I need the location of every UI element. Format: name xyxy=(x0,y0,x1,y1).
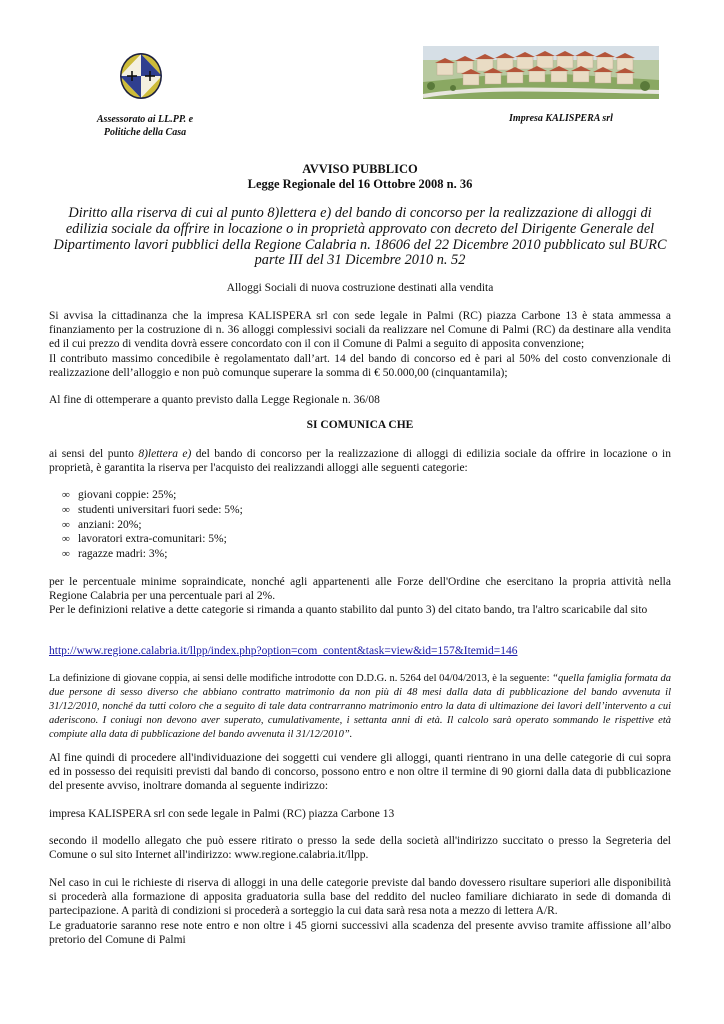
riserva-italic: 8)lettera e) xyxy=(138,448,192,460)
subject-line-2: edilizia sociale da offrire in locazione o in proprietà approvato con decreto del Dirigente Generale del xyxy=(65,220,655,237)
link-paragraph xyxy=(49,644,671,658)
subheading: Alloggi Sociali di nuova costruzione destinati alla vendita xyxy=(226,282,494,294)
category-label: ragazze madri: 3%; xyxy=(78,548,168,561)
impresa-caption: Impresa KALISPERA srl xyxy=(509,113,613,124)
forze-ordine-text: per le percentuale minime sopraindicate, nonché agli appartenenti alle Forze dell'Ordine che esercitano la propria attività nella Regione Calabria per una percentuale pari al 2%. xyxy=(49,576,671,603)
regione-calabria-emblem xyxy=(118,52,164,102)
assessorato-caption xyxy=(80,113,210,139)
si-comunica-heading: SI COMUNICA CHE xyxy=(306,419,414,431)
notice-subject xyxy=(50,206,670,269)
category-label: lavoratori extra-comunitari: 5%; xyxy=(78,533,227,546)
notice-title xyxy=(50,162,670,192)
riserva-text-b: del bando di concorso per la realizzazione di alloggi di edilizia sociale da offrire in locazione o in proprietà, è garantita la riserva per l'acquisto dei realizzandi alloggi alle seguenti categorie: xyxy=(49,448,671,475)
definizioni-text: Per le definizioni relative a dette categorie si rimanda a quanto stabilito dal punto 3) del citato bando, tra l'altro scaricabile dal sito xyxy=(49,604,648,617)
category-label: studenti universitari fuori sede: 5%; xyxy=(78,503,243,516)
regione-calabria-link[interactable]: http://www.regione.calabria.it/llpp/index.php?option=com_content&task=view&id=157&Itemid=146 xyxy=(49,645,518,657)
giovane-coppia-text: La definizione di giovane coppia, ai sensi delle modifiche introdotte con D.D.G. n. 5264 del 04/04/2013, è la seguente: xyxy=(49,673,553,684)
giovane-coppia-paragraph xyxy=(49,672,671,742)
categories-list xyxy=(62,488,243,562)
category-label: anziani: 20%; xyxy=(78,518,142,531)
modello-paragraph: secondo il modello allegato che può essere ritirato o presso la sede della società all'indirizzo succitato o presso la Segreteria del Comune o sul sito Internet all'indirizzo: www.regione.calabria.it/llpp. xyxy=(49,835,671,862)
intro-paragraph xyxy=(49,309,671,380)
subject-line-3: Dipartimento lavori pubblici della Regione Calabria n. 18606 del 22 Dicembre 2010 pubblicato sul BURC xyxy=(53,236,667,253)
riserva-paragraph xyxy=(49,447,671,475)
list-item xyxy=(62,488,243,503)
riserva-text-a: ai sensi del punto xyxy=(49,448,139,460)
percentuali-paragraph xyxy=(49,575,671,618)
assessorato-line-1: Assessorato ai LL.PP. e xyxy=(96,114,194,125)
title-avviso: AVVISO PUBBLICO xyxy=(302,162,418,176)
infinity-bullet-icon: ∞ xyxy=(62,533,70,546)
graduatoria-paragraph xyxy=(49,876,671,947)
giovane-coppia-definition: “quella famiglia formata da due persone di sesso diverso che abbiano contratto matrimonio da non più di 48 mesi dalla data di pubblicazione del bando avvenuta il 31/12/2010, nonché da tutti coloro che a seguito di tale data contrarranno matrimonio entro la data di ultimazione dei lavori dell’intervento a cui aderiscono. I coniugi non devono aver superato, cumulativamente, i settanta anni di età. Il calcolo sarà operato sommando le rispettive età compiute alla data di pubblicazione del bando avvenuta il 31/12/2010”. xyxy=(49,673,671,740)
indirizzo-paragraph: impresa KALISPERA srl con sede legale in Palmi (RC) piazza Carbone 13 xyxy=(49,808,395,820)
albo-pretorio-text: Le graduatorie saranno rese note entro e non oltre i 45 giorni successivi alla scadenza del presente avviso tramite affissione all’albo pretorio del Comune di Palmi xyxy=(49,919,671,946)
list-item xyxy=(62,532,243,547)
infinity-bullet-icon: ∞ xyxy=(62,503,70,516)
list-item xyxy=(62,518,243,533)
infinity-bullet-icon: ∞ xyxy=(62,489,70,501)
legge-paragraph: Al fine di ottemperare a quanto previsto dalla Legge Regionale n. 36/08 xyxy=(49,394,380,406)
list-item xyxy=(62,547,243,562)
intro-text: Si avvisa la cittadinanza che la impresa KALISPERA srl con sede legale in Palmi (RC) piazza Carbone 13 è stata ammessa a finanziamento per la costruzione di n. 36 alloggi complessivi sociali da realizzare nel Comune di Palmi (RC) da destinare alla vendita ed il cui prezzo di vendita dovrà essere concordato con il con il Comune di Palmi a seguito di apposita convenzione; xyxy=(49,310,671,351)
title-legge: Legge Regionale del 16 Ottobre 2008 n. 36 xyxy=(247,177,473,191)
category-label: giovani coppie: 25%; xyxy=(78,489,177,501)
infinity-bullet-icon: ∞ xyxy=(62,518,70,531)
infinity-bullet-icon: ∞ xyxy=(62,548,70,561)
graduatoria-text: Nel caso in cui le richieste di riserva di alloggi in una delle categorie previste dal bando dovessero risultare superiori alle disponibilità si procederà alla formazione di apposita graduatoria sulla base del reddito del nucleo familiare dichiarato in sede di domanda di partecipazione. A parità di condizioni si procederà a sorteggio la cui data sarà resa nota a mezzo di lettera A/R. xyxy=(49,877,671,918)
subject-line-4: parte III del 31 Dicembre 2010 n. 52 xyxy=(254,252,466,269)
housing-project-rendering xyxy=(423,46,659,99)
list-item xyxy=(62,503,243,518)
subject-line-1: Diritto alla riserva di cui al punto 8)lettera e) del bando di concorso per la realizzazione di alloggi di xyxy=(68,205,652,221)
assessorato-line-2: Politiche della Casa xyxy=(103,127,187,138)
procedura-paragraph: Al fine quindi di procedere all'individuazione dei soggetti cui vendere gli alloggi, quanti rientrano in una delle categorie di cui sopra ed in possesso dei requisiti previsti dal bando di concorso, possono entro e non oltre il termine di 90 giorni dalla data di pubblicazione del presente avviso, inoltrare domanda al seguente indirizzo: xyxy=(49,752,671,793)
contribution-text: Il contributo massimo concedibile è regolamentato dall’art. 14 del bando di concorso ed è pari al 50% del costo convenzionale di realizzazione dell’alloggio e non può comunque superare la somma di € 50.000,00 (cinquantamila); xyxy=(49,352,671,379)
